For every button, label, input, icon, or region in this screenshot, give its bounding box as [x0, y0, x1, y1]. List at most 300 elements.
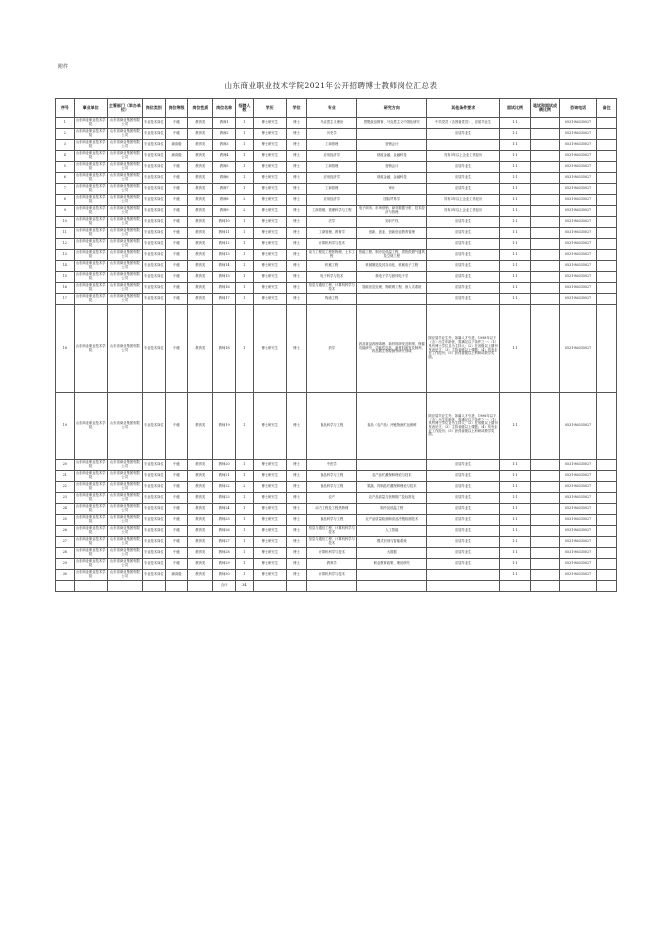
cell-headcount: 1: [236, 129, 254, 140]
table-row: [56, 239, 617, 250]
cell-other-requirements: 应届毕业生: [427, 548, 499, 559]
col-header: 主管部门（举办单位）: [107, 99, 142, 118]
cell-phone: 0531-86335027: [559, 151, 596, 162]
cell-remarks: [597, 471, 617, 482]
cell-education: 博士研究生: [253, 261, 286, 272]
total-count: 34: [236, 581, 254, 592]
cell-level: 中级: [165, 206, 188, 217]
cell-index: 3: [56, 140, 75, 151]
cell-education: 博士研究生: [253, 393, 286, 460]
cell-score-ratio: [530, 393, 559, 460]
cell-post-name: 教师28: [213, 548, 236, 559]
cell-score-ratio: [530, 239, 559, 250]
cell-department: 山东省商业集团有限公司: [107, 305, 142, 393]
cell-headcount: 1: [236, 162, 254, 173]
cell-interview-ratio: 1:1: [499, 526, 530, 537]
cell-education: 博士研究生: [253, 239, 286, 250]
cell-post-name: 教师4: [213, 151, 236, 162]
cell-major: 动力工程及工程热物理: [307, 504, 357, 515]
cell-department: 山东省商业集团有限公司: [107, 515, 142, 526]
cell-index: 18: [56, 305, 75, 393]
cell-index: 6: [56, 173, 75, 184]
cell-index: 13: [56, 250, 75, 261]
cell-nature: 教育类: [188, 305, 213, 393]
cell-phone: 0531-86335027: [559, 162, 596, 173]
cell-degree: 博士: [286, 471, 307, 482]
cell-post-name: 教师15: [213, 272, 236, 283]
cell-phone: 0531-86335027: [559, 118, 596, 129]
cell-headcount: 1: [236, 140, 254, 151]
cell-remarks: [597, 393, 617, 460]
cell-unit: 山东商业职业技术学院: [74, 526, 107, 537]
cell-other-requirements: 应届毕业生: [427, 261, 499, 272]
cell-degree: 博士: [286, 548, 307, 559]
cell-other-requirements: 应届毕业生: [427, 294, 499, 305]
cell-category: 专业技术岗位: [142, 217, 165, 228]
cell-category: 专业技术岗位: [142, 250, 165, 261]
cell-research-direction: [357, 294, 427, 305]
table-row: [56, 272, 617, 283]
col-header: 备注: [597, 99, 617, 118]
cell-post-name: 教师14: [213, 261, 236, 272]
cell-post-name: 教师7: [213, 184, 236, 195]
cell-score-ratio: [530, 570, 559, 581]
cell-remarks: [597, 283, 617, 294]
cell-research-direction: 食品（农产品）冷链物流贮运保鲜: [357, 393, 427, 460]
table-row: [56, 195, 617, 206]
cell-degree: 博士: [286, 217, 307, 228]
cell-education: 博士研究生: [253, 515, 286, 526]
cell-degree: 博士: [286, 272, 307, 283]
cell-score-ratio: [530, 118, 559, 129]
cell-category: 专业技术岗位: [142, 140, 165, 151]
cell-department: 山东省商业集团有限公司: [107, 460, 142, 471]
cell-degree: 博士: [286, 261, 307, 272]
cell-phone: 0531-86335027: [559, 504, 596, 515]
cell-index: 2: [56, 129, 75, 140]
table-row: [56, 250, 617, 261]
cell-department: 山东省商业集团有限公司: [107, 570, 142, 581]
cell-research-direction: 财政金融、金融科技: [357, 151, 427, 162]
cell-index: 19: [56, 393, 75, 460]
cell-phone: 0531-86335027: [559, 482, 596, 493]
cell-interview-ratio: 1:1: [499, 537, 530, 548]
cell-unit: 山东商业职业技术学院: [74, 283, 107, 294]
cell-department: 山东省商业集团有限公司: [107, 504, 142, 515]
cell-other-requirements: 应届毕业生: [427, 460, 499, 471]
cell-phone: 0531-86335027: [559, 283, 596, 294]
cell-interview-ratio: 1:1: [499, 162, 530, 173]
table-row: [56, 305, 617, 393]
cell-score-ratio: [530, 140, 559, 151]
cell-unit: 山东商业职业技术学院: [74, 184, 107, 195]
cell-score-ratio: [530, 228, 559, 239]
cell-interview-ratio: 1:1: [499, 250, 530, 261]
page-title: 山东商业职业技术学院2021年公开招聘博士教师岗位汇总表: [224, 81, 438, 90]
cell-interview-ratio: 1:1: [499, 294, 530, 305]
cell-post-name: 教师12: [213, 239, 236, 250]
cell-major: 信息与通信工程、计算机科学与技术: [307, 526, 357, 537]
cell-research-direction: 大数据: [357, 548, 427, 559]
cell-category: 专业技术岗位: [142, 526, 165, 537]
cell-research-direction: 农产品质量检测和食品冷链检测技术: [357, 515, 427, 526]
cell-interview-ratio: 1:1: [499, 570, 530, 581]
table-row: [56, 283, 617, 294]
cell-nature: 教育类: [188, 239, 213, 250]
cell-post-name: 教师22: [213, 482, 236, 493]
cell-level: 中级: [165, 184, 188, 195]
cell-department: 山东省商业集团有限公司: [107, 559, 142, 570]
cell-remarks: [597, 272, 617, 283]
cell-major: 机械工程: [307, 261, 357, 272]
cell-major: 农产: [307, 493, 357, 504]
cell-headcount: 1: [236, 118, 254, 129]
cell-degree: 博士: [286, 184, 307, 195]
cell-post-name: 教师21: [213, 471, 236, 482]
cell-score-ratio: [530, 261, 559, 272]
table-row: [56, 294, 617, 305]
cell-headcount: 1: [236, 283, 254, 294]
cell-post-name: 教师30: [213, 570, 236, 581]
table-row: [56, 184, 617, 195]
cell-department: 山东省商业集团有限公司: [107, 206, 142, 217]
cell-education: 博士研究生: [253, 129, 286, 140]
cell-remarks: [597, 151, 617, 162]
cell-remarks: [597, 261, 617, 272]
cell-education: 博士研究生: [253, 162, 286, 173]
cell-nature: 教育类: [188, 526, 213, 537]
cell-interview-ratio: 1:1: [499, 173, 530, 184]
cell-other-requirements: 应届毕业生: [427, 129, 499, 140]
cell-level: 中级: [165, 493, 188, 504]
cell-nature: 教育类: [188, 173, 213, 184]
cell-department: 山东省商业集团有限公司: [107, 228, 142, 239]
cell-interview-ratio: 1:1: [499, 482, 530, 493]
cell-post-name: 教师24: [213, 504, 236, 515]
cell-department: 山东省商业集团有限公司: [107, 195, 142, 206]
cell-other-requirements: [427, 140, 499, 151]
cell-research-direction: [357, 570, 427, 581]
cell-other-requirements: 应届毕业生: [427, 537, 499, 548]
cell-level: 中级: [165, 239, 188, 250]
cell-unit: 山东商业职业技术学院: [74, 504, 107, 515]
cell-index: 21: [56, 471, 75, 482]
cell-research-direction: 财政金融、金融科技: [357, 173, 427, 184]
cell-index: 22: [56, 482, 75, 493]
cell-unit: 山东商业职业技术学院: [74, 195, 107, 206]
cell-headcount: 1: [236, 559, 254, 570]
cell-unit: 山东商业职业技术学院: [74, 217, 107, 228]
cell-other-requirements: 应届毕业生: [427, 239, 499, 250]
cell-interview-ratio: 1:1: [499, 471, 530, 482]
cell-research-direction: 创新、创业、创新创业教育管理: [357, 228, 427, 239]
cell-headcount: 1: [236, 515, 254, 526]
cell-research-direction: [357, 239, 427, 250]
cell-education: 博士研究生: [253, 482, 286, 493]
cell-department: 山东省商业集团有限公司: [107, 184, 142, 195]
cell-post-name: 教师13: [213, 250, 236, 261]
cell-level: 中级: [165, 526, 188, 537]
cell-interview-ratio: 1:1: [499, 493, 530, 504]
cell-headcount: 1: [236, 173, 254, 184]
cell-remarks: [597, 250, 617, 261]
cell-education: 博士研究生: [253, 283, 286, 294]
cell-other-requirements: 具有3年以上企业工作经历: [427, 151, 499, 162]
cell-score-ratio: [530, 206, 559, 217]
cell-unit: 山东商业职业技术学院: [74, 228, 107, 239]
cell-phone: 0531-86335027: [559, 250, 596, 261]
cell-category: 专业技术岗位: [142, 305, 165, 393]
cell-other-requirements: [427, 570, 499, 581]
cell-headcount: 2: [236, 482, 254, 493]
cell-nature: 教育类: [188, 537, 213, 548]
cell-category: 专业技术岗位: [142, 228, 165, 239]
cell-degree: 博士: [286, 570, 307, 581]
cell-index: 26: [56, 526, 75, 537]
cell-research-direction: 微电子学与固体电子学: [357, 272, 427, 283]
cell-remarks: [597, 140, 617, 151]
cell-post-name: 教师9: [213, 206, 236, 217]
cell-interview-ratio: 1:1: [499, 206, 530, 217]
cell-major: 应用经济学: [307, 173, 357, 184]
cell-level: 中级: [165, 195, 188, 206]
cell-unit: 山东商业职业技术学院: [74, 393, 107, 460]
col-header: 其他条件要求: [427, 99, 499, 118]
cell-category: 专业技术岗位: [142, 195, 165, 206]
cell-level: 中级: [165, 393, 188, 460]
cell-degree: 博士: [286, 393, 307, 460]
cell-headcount: 1: [236, 272, 254, 283]
cell-major: 法学: [307, 217, 357, 228]
cell-post-name: 教师3: [213, 140, 236, 151]
cell-major: 动力工程及工程热物理、土木工程: [307, 250, 357, 261]
cell-other-requirements: 除应届毕业生外，如属人才引进，1998年以下（含）出生年龄者，需满足以下条件之一：（1）具有博士学位且为主持人;（2）在省级以上期刊发表论文;（3）主持省级以上课题;（4）具有企业工作经历;（5）获得省级以上科研或教学奖励。: [427, 393, 499, 460]
cell-other-requirements: 应届毕业生: [427, 482, 499, 493]
cell-category: 专业技术岗位: [142, 515, 165, 526]
cell-headcount: 1: [236, 151, 254, 162]
cell-phone: 0531-86335027: [559, 272, 596, 283]
col-header: 岗位等级: [165, 99, 188, 118]
cell-unit: 山东商业职业技术学院: [74, 151, 107, 162]
cell-education: 博士研究生: [253, 184, 286, 195]
cell-phone: 0531-86335027: [559, 460, 596, 471]
col-header: 学历: [253, 99, 286, 118]
cell-degree: 博士: [286, 118, 307, 129]
cell-nature: 教育类: [188, 471, 213, 482]
cell-unit: 山东商业职业技术学院: [74, 471, 107, 482]
cell-index: 14: [56, 261, 75, 272]
cell-department: 山东省商业集团有限公司: [107, 283, 142, 294]
cell-nature: 教育类: [188, 140, 213, 151]
cell-level: 副高级: [165, 151, 188, 162]
cell-education: 博士研究生: [253, 305, 286, 393]
cell-headcount: 1: [236, 261, 254, 272]
cell-phone: 0531-86335027: [559, 261, 596, 272]
cell-degree: 博士: [286, 305, 307, 393]
cell-other-requirements: 应届毕业生: [427, 559, 499, 570]
cell-post-name: 教师20: [213, 460, 236, 471]
cell-post-name: 教师17: [213, 294, 236, 305]
cell-unit: 山东商业职业技术学院: [74, 515, 107, 526]
cell-degree: 博士: [286, 504, 307, 515]
cell-nature: 教育类: [188, 548, 213, 559]
cell-degree: 博士: [286, 460, 307, 471]
cell-category: 专业技术岗位: [142, 460, 165, 471]
cell-other-requirements: 应届毕业生: [427, 184, 499, 195]
cell-nature: 教育类: [188, 206, 213, 217]
cell-unit: 山东商业职业技术学院: [74, 250, 107, 261]
cell-degree: 博士: [286, 206, 307, 217]
cell-post-name: 教师11: [213, 228, 236, 239]
col-header: 面试比例: [499, 99, 530, 118]
cell-level: 中级: [165, 217, 188, 228]
cell-category: 专业技术岗位: [142, 173, 165, 184]
cell-category: 专业技术岗位: [142, 283, 165, 294]
table-row: [56, 526, 617, 537]
cell-post-name: 教师5: [213, 162, 236, 173]
cell-education: 博士研究生: [253, 217, 286, 228]
cell-headcount: 1: [236, 504, 254, 515]
cell-level: 中级: [165, 272, 188, 283]
cell-major: 应用经济学: [307, 195, 357, 206]
cell-nature: 教育类: [188, 493, 213, 504]
cell-nature: 教育类: [188, 393, 213, 460]
cell-department: 山东省商业集团有限公司: [107, 173, 142, 184]
col-header: 研究方向: [357, 99, 427, 118]
cell-degree: 博士: [286, 250, 307, 261]
cell-index: 10: [56, 217, 75, 228]
cell-degree: 博士: [286, 526, 307, 537]
cell-education: 博士研究生: [253, 228, 286, 239]
cell-education: 博士研究生: [253, 294, 286, 305]
cell-post-name: 教师25: [213, 515, 236, 526]
total-row: [56, 581, 617, 592]
cell-headcount: 1: [236, 460, 254, 471]
cell-headcount: 1: [236, 537, 254, 548]
cell-degree: 博士: [286, 140, 307, 151]
cell-phone: 0531-86335027: [559, 493, 596, 504]
col-header: 序号: [56, 99, 75, 118]
cell-score-ratio: [530, 504, 559, 515]
cell-phone: 0531-86335027: [559, 471, 596, 482]
cell-phone: 0531-86335027: [559, 559, 596, 570]
cell-other-requirements: 应届毕业生: [427, 173, 499, 184]
table-row: [56, 493, 617, 504]
cell-post-name: 教师16: [213, 283, 236, 294]
cell-major: 食品科学与工程: [307, 471, 357, 482]
cell-category: 专业技术岗位: [142, 393, 165, 460]
cell-degree: 博士: [286, 493, 307, 504]
cell-interview-ratio: 1:1: [499, 559, 530, 570]
cell-headcount: 1: [236, 493, 254, 504]
cell-phone: 0531-86335027: [559, 217, 596, 228]
cell-phone: 0531-86335027: [559, 515, 596, 526]
cell-major: 中医学: [307, 460, 357, 471]
cell-nature: 教育类: [188, 515, 213, 526]
cell-remarks: [597, 482, 617, 493]
cell-phone: 0531-86335027: [559, 228, 596, 239]
cell-remarks: [597, 217, 617, 228]
cell-score-ratio: [530, 151, 559, 162]
cell-category: 专业技术岗位: [142, 272, 165, 283]
cell-research-direction: [357, 460, 427, 471]
cell-degree: 博士: [286, 228, 307, 239]
cell-headcount: 1: [236, 217, 254, 228]
cell-level: 中级: [165, 162, 188, 173]
cell-remarks: [597, 195, 617, 206]
col-header: 学位: [286, 99, 307, 118]
cell-unit: 山东商业职业技术学院: [74, 272, 107, 283]
table-row: [56, 504, 617, 515]
cell-interview-ratio: 1:1: [499, 151, 530, 162]
table-row: [56, 559, 617, 570]
cell-education: 博士研究生: [253, 140, 286, 151]
cell-category: 专业技术岗位: [142, 537, 165, 548]
cell-other-requirements: 应届毕业生: [427, 283, 499, 294]
cell-research-direction: 思想政治教育、马克思主义中国化研究: [357, 118, 427, 129]
cell-phone: 0531-86335027: [559, 239, 596, 250]
cell-index: 8: [56, 195, 75, 206]
cell-education: 博士研究生: [253, 493, 286, 504]
cell-post-name: 教师19: [213, 393, 236, 460]
cell-department: 山东省商业集团有限公司: [107, 393, 142, 460]
cell-score-ratio: [530, 559, 559, 570]
cell-degree: 博士: [286, 482, 307, 493]
cell-major: 食品科学与工程: [307, 515, 357, 526]
cell-interview-ratio: 1:1: [499, 548, 530, 559]
cell-nature: 教育类: [188, 482, 213, 493]
cell-nature: 教育类: [188, 460, 213, 471]
cell-score-ratio: [530, 515, 559, 526]
cell-level: 中级: [165, 118, 188, 129]
cell-headcount: 1: [236, 548, 254, 559]
col-header: 咨询电话: [559, 99, 596, 118]
cell-score-ratio: [530, 526, 559, 537]
col-header: 招聘人数: [236, 99, 254, 118]
cell-interview-ratio: 1:1: [499, 272, 530, 283]
cell-department: 山东省商业集团有限公司: [107, 272, 142, 283]
cell-score-ratio: [530, 283, 559, 294]
cell-interview-ratio: 1:1: [499, 305, 530, 393]
cell-major: 药学: [307, 305, 357, 393]
table-row: [56, 393, 617, 460]
cell-education: 博士研究生: [253, 195, 286, 206]
cell-education: 博士研究生: [253, 118, 286, 129]
cell-interview-ratio: 1:1: [499, 217, 530, 228]
cell-department: 山东省商业集团有限公司: [107, 294, 142, 305]
cell-unit: 山东商业职业技术学院: [74, 305, 107, 393]
table-row: [56, 118, 617, 129]
cell-index: 17: [56, 294, 75, 305]
cell-remarks: [597, 504, 617, 515]
cell-department: 山东省商业集团有限公司: [107, 239, 142, 250]
cell-education: 博士研究生: [253, 504, 286, 515]
cell-degree: 博士: [286, 559, 307, 570]
cell-nature: 教育类: [188, 559, 213, 570]
cell-headcount: 1: [236, 239, 254, 250]
cell-post-name: 教师27: [213, 537, 236, 548]
cell-research-direction: 智能信息处理、物联网工程、嵌入式系统: [357, 283, 427, 294]
cell-category: 专业技术岗位: [142, 239, 165, 250]
cell-category: 专业技术岗位: [142, 151, 165, 162]
cell-index: 15: [56, 272, 75, 283]
cell-score-ratio: [530, 250, 559, 261]
cell-level: 中级: [165, 305, 188, 393]
cell-interview-ratio: 1:1: [499, 504, 530, 515]
table-row: [56, 151, 617, 162]
cell-department: 山东省商业集团有限公司: [107, 548, 142, 559]
cell-unit: 山东商业职业技术学院: [74, 559, 107, 570]
